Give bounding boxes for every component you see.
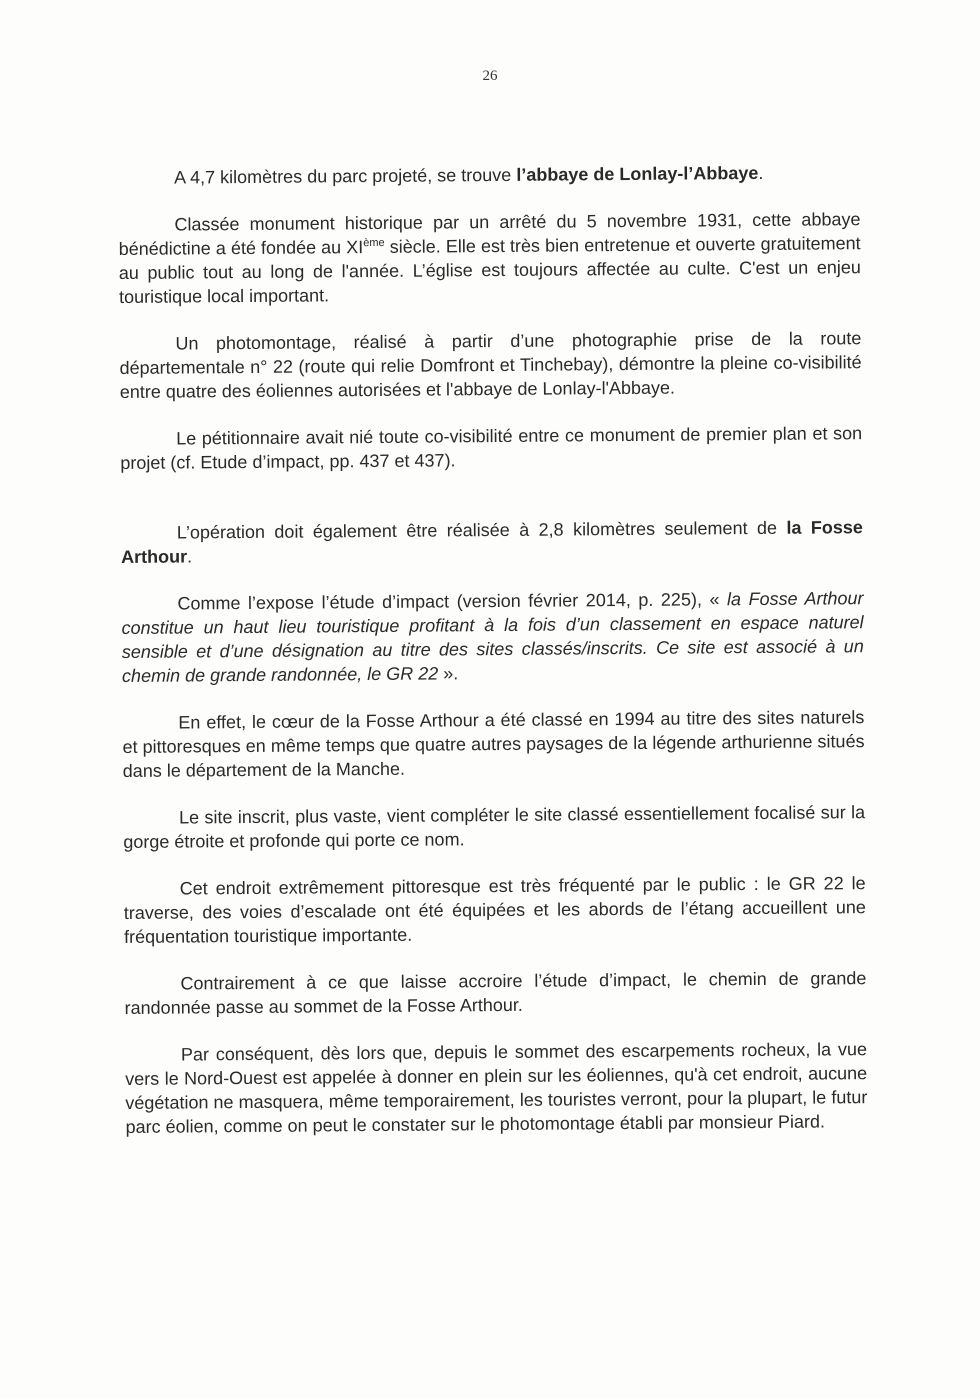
bold-text: l’abbaye de Lonlay-l’Abbaye (516, 162, 759, 185)
paragraph-abbaye-history (118, 207, 861, 309)
paragraph-fosse-intro (121, 515, 863, 569)
text: L’opération doit également être réalisée à 2,8 kilomètres seulement de (176, 517, 787, 543)
bold-text: la Fosse Arthour (120, 517, 863, 567)
paragraph-petitionnaire: Le pétitionnaire avait nié toute co-visibilité entre ce monument de premier plan et son projet (cf. Etude d’impact, pp. 437 et 437). (120, 423, 863, 473)
document-body (118, 160, 868, 1139)
paragraph-etude-quote (121, 586, 864, 688)
text: siècle. Elle est très bien entretenue et ouverte gratuitement au public tout au long de l'année. L’église est toujours affectée au culte. C'est un enjeu touristique local important. (118, 233, 861, 307)
text: Comme l’expose l’étude d’impact (version février 2014, p. 225), « (177, 589, 728, 614)
paragraph-abbaye-intro (118, 160, 860, 190)
text: ». (438, 663, 459, 684)
paragraph-consequence: Par conséquent, dès lors que, depuis le sommet des escarpements rocheux, la vue vers le Nord-Ouest est appelée à donner en plein sur les éoliennes, qu'à cet endroit, aucune végétation ne masquera, même temporairement, les touristes verront, pour la plupart, le futur parc éolien, comme on peut le constater sur le photomontage établi par monsieur Piard. (125, 1039, 868, 1137)
paragraph-photomontage: Un photomontage, réalisé à partir d’une photographie prise de la route départementale n° 22 (route qui relie Domfront et Tinchebay), démontre la pleine co-visibilité entre quatre des éoliennes autorisées et l'abbaye de Lonlay-l'Abbaye. (119, 328, 862, 402)
text: . (186, 546, 193, 567)
italic-quote: la Fosse Arthour constitue un haut lieu touristique profitant à la fois d’un classement en espace naturel sensible et d’une désignation au titre des sites classés/inscrits. Ce site est associé à un chemin de grande randonnée, le GR 22 (121, 588, 864, 686)
paragraph-classement: En effet, le cœur de la Fosse Arthour a été classé en 1994 au titre des sites naturels et pittoresques en même temps que quatre autres paysages de la légende arthurienne situés dans le département de la Manche. (122, 707, 865, 781)
paragraph-site-inscrit: Le site inscrit, plus vaste, vient compléter le site classé essentiellement focalisé sur la gorge étroite et profonde qui porte ce nom. (123, 802, 866, 852)
page-number: 26 (482, 68, 498, 84)
text: A 4,7 kilomètres du parc projeté, se trouve (174, 164, 517, 188)
paragraph-frequentation: Cet endroit extrêmement pittoresque est très fréquenté par le public : le GR 22 le traverse, des voies d’escalade ont été équipées et les abords de l’étang accueillent une fréquentation touristique importante. (123, 873, 866, 947)
paragraph-randonnee: Contrairement à ce que laisse accroire l’étude d’impact, le chemin de grande randonnée passe au sommet de la Fosse Arthour. (124, 968, 867, 1018)
text: . (758, 162, 764, 183)
text: Classée monument historique par un arrêté du 5 novembre 1931, cette abbaye bénédictine a été fondée au XI (118, 209, 861, 259)
superscript: ème (363, 236, 385, 250)
